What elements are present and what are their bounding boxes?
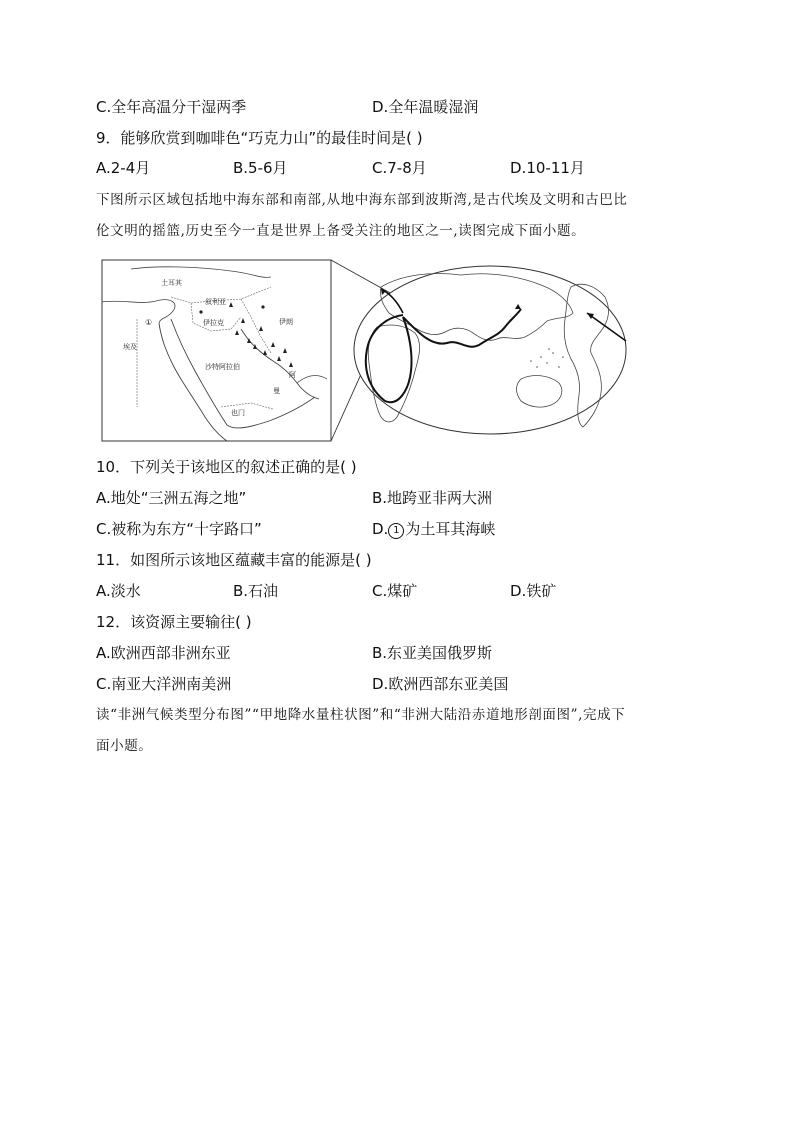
q10-stem: 10．下列关于该地区的叙述正确的是( ) — [96, 458, 357, 476]
q12-option-a: A.欧洲西部非洲东亚 — [96, 644, 231, 662]
q10-option-b: B.地跨亚非两大洲 — [372, 489, 493, 507]
q8-option-d: D.全年温暖湿润 — [372, 98, 479, 116]
intro2-line-1: 读“非洲气候类型分布图”“甲地降水量柱状图”和“非洲大陆沿赤道地形剖面图”,完成下 — [96, 707, 626, 723]
circled-number-one: 1 — [388, 523, 404, 539]
label-oman-2: 曼 — [273, 387, 280, 395]
marker-one: ① — [145, 318, 153, 327]
q9-option-c: C.7-8月 — [372, 159, 427, 177]
label-yemen: 也门 — [231, 409, 245, 417]
label-egypt: 埃及 — [123, 343, 137, 351]
label-turkey: 土耳其 — [161, 279, 182, 287]
q9-option-d: D.10-11月 — [510, 159, 585, 177]
label-iran: 伊朗 — [279, 318, 293, 326]
world-map — [354, 266, 626, 434]
q9-option-b: B.5-6月 — [233, 159, 288, 177]
q12-option-b: B.东亚美国俄罗斯 — [372, 644, 493, 662]
q11-option-b: B.石油 — [233, 582, 279, 600]
q12-option-c: C.南亚大洋洲南美洲 — [96, 675, 232, 693]
q12-option-d: D.欧洲西部东亚美国 — [372, 675, 509, 693]
intro-paragraph-line-1: 下图所示区域包括地中海东部和南部,从地中海东部到波斯湾,是古代埃及文明和古巴比 — [96, 192, 628, 208]
q10-option-d: D. 1 为土耳其海峡 — [372, 520, 496, 538]
q11-option-c: C.煤矿 — [372, 582, 418, 600]
q12-stem: 12．该资源主要输往( ) — [96, 613, 252, 631]
q10-option-a: A.地处“三洲五海之地” — [96, 489, 247, 507]
middle-east-figure — [101, 257, 627, 443]
intro-paragraph-line-2: 伦文明的摇篮,历史至今一直是世界上备受关注的地区之一,读图完成下面小题。 — [96, 223, 586, 239]
world-map-outline — [354, 266, 626, 434]
q8-option-c: C.全年高温分干湿两季 — [96, 98, 247, 116]
q10-option-d-text: 为土耳其海峡 — [405, 520, 496, 538]
q11-stem: 11．如图所示该地区蕴藏丰富的能源是( ) — [96, 551, 372, 569]
label-oman-1: 阿 — [289, 371, 296, 379]
intro2-line-2: 面小题。 — [96, 738, 153, 754]
q11-option-d: D.铁矿 — [510, 582, 557, 600]
q10-option-c: C.被称为东方“十字路口” — [96, 520, 262, 538]
q9-option-a: A.2-4月 — [96, 159, 151, 177]
q11-option-a: A.淡水 — [96, 582, 141, 600]
map-figure-svg — [101, 257, 627, 443]
label-saudi-arabia: 沙特阿拉伯 — [205, 363, 240, 371]
q9-stem: 9．能够欣赏到咖啡色“巧克力山”的最佳时间是( ) — [96, 129, 423, 147]
label-syria: 叙利亚 — [205, 298, 226, 306]
label-iraq: 伊拉克 — [203, 319, 224, 327]
